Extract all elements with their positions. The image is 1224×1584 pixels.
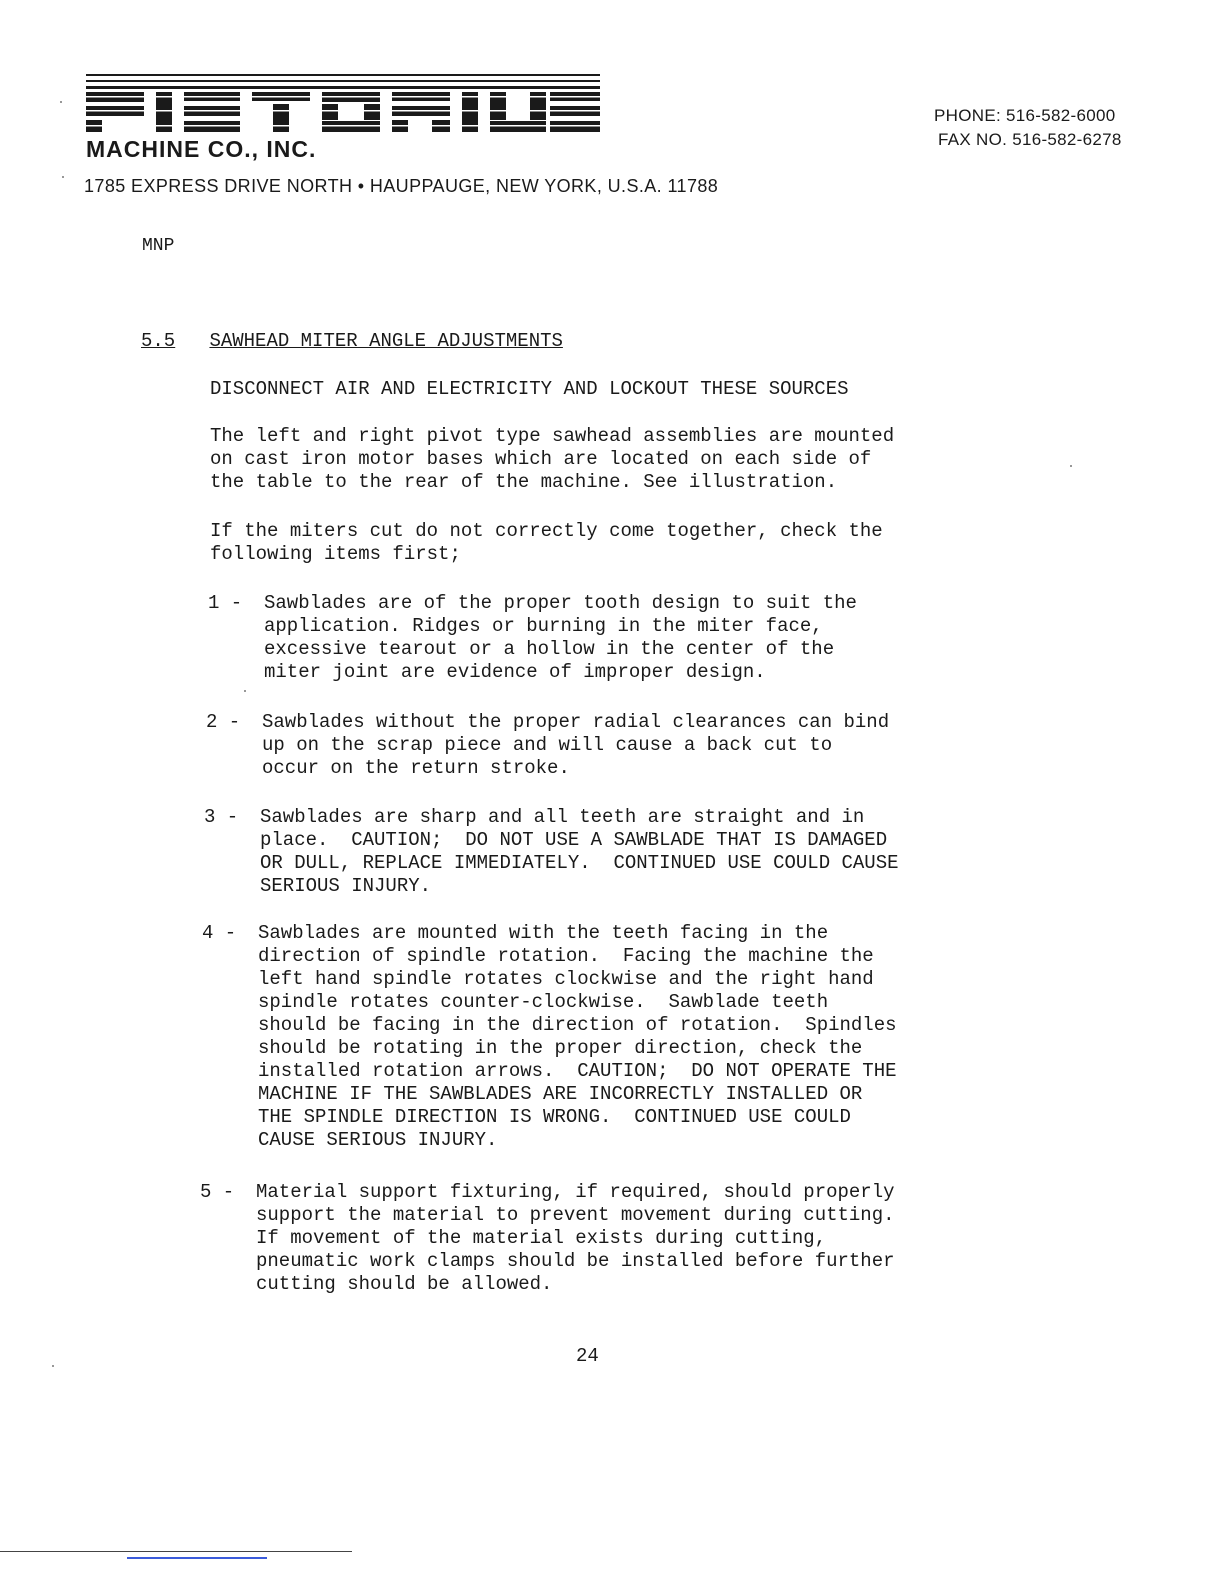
scan-speck (52, 1365, 54, 1367)
list-item-number: 3 - (204, 806, 239, 828)
safety-warning: DISCONNECT AIR AND ELECTRICITY AND LOCKOUT THESE SOURCES (210, 378, 849, 400)
list-item-number: 5 - (200, 1181, 235, 1203)
scan-speck (60, 101, 62, 103)
phone-number: PHONE: 516-582-6000 (934, 106, 1116, 125)
section-title: SAWHEAD MITER ANGLE ADJUSTMENTS (209, 330, 563, 352)
paragraph-intro: The left and right pivot type sawhead assemblies are mounted on cast iron motor bases which are located on each side of the table to the rear of the machine. See illustration. (210, 425, 895, 493)
scan-speck (1070, 465, 1072, 467)
list-item-number: 1 - (208, 592, 243, 614)
paragraph-check-items: If the miters cut do not correctly come together, check the following items first; (210, 520, 883, 565)
section-number: 5.5 (141, 330, 176, 352)
scan-speck (62, 176, 64, 178)
list-item-text: Sawblades are of the proper tooth design to suit the application. Ridges or burning in the miter face, excessive tearout or a hollow in the center of the miter joint are evidence of improper design. (264, 592, 857, 683)
company-logo (86, 70, 600, 132)
list-item-text: Sawblades are mounted with the teeth facing in the direction of spindle rotation. Facing the machine the left hand spindle rotates clockwise and the right hand spindle rotates counter-clockwise. Sawblade teeth should be facing in the direction of rotation. Spindles should be rotating in the proper direction, check the installed rotation arrows. CAUTION; DO NOT OPERATE THE MACHINE IF THE SAWBLADES ARE INCORRECTLY INSTALLED OR THE SPINDLE DIRECTION IS WRONG. CONTINUED USE COULD CAUSE SERIOUS INJURY. (258, 922, 897, 1151)
list-item-number: 2 - (206, 711, 241, 733)
page-number: 24 (576, 1345, 599, 1367)
section-heading (141, 330, 563, 352)
scan-edge-line (127, 1557, 267, 1559)
company-address: 1785 EXPRESS DRIVE NORTH • HAUPPAUGE, NEW YORK, U.S.A. 11788 (84, 176, 719, 196)
list-item-text: Material support fixturing, if required, should properly support the material to prevent movement during cutting. If movement of the material exists during cutting, pneumatic work clamps should be installed before further cutting should be allowed. (256, 1181, 895, 1295)
list-item-text: Sawblades are sharp and all teeth are straight and in place. CAUTION; DO NOT USE A SAWBLADE THAT IS DAMAGED OR DULL, REPLACE IMMEDIATELY. CONTINUED USE COULD CAUSE SERIOUS INJURY. (260, 806, 899, 897)
reference-code: MNP (142, 236, 175, 256)
company-name: MACHINE CO., INC. (86, 136, 317, 162)
fax-number: FAX NO. 516-582-6278 (938, 130, 1122, 149)
scan-speck (244, 690, 246, 692)
scan-edge-line (0, 1551, 352, 1552)
list-item-text: Sawblades without the proper radial clearances can bind up on the scrap piece and will cause a back cut to occur on the return stroke. (262, 711, 890, 779)
list-item-number: 4 - (202, 922, 237, 944)
